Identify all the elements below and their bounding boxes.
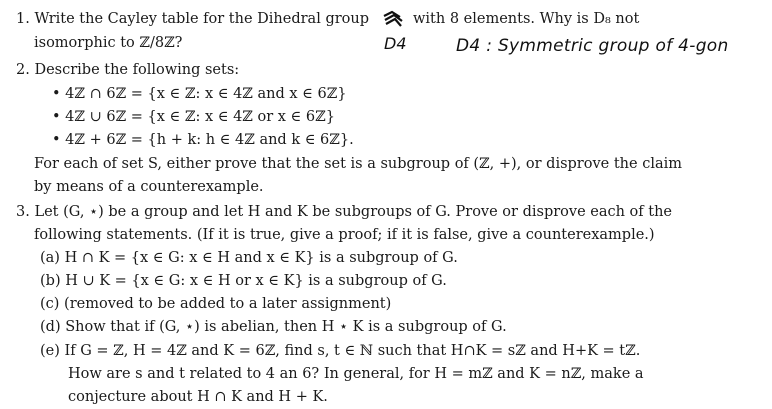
problem-2-line-1: 2. Describe the following sets: bbox=[16, 62, 240, 78]
problem-3-part-e-line-1: (e) If G = ℤ, H = 4ℤ and K = 6ℤ, find s, t ∈ ℕ such that H∩K = sℤ and H+K = tℤ. bbox=[40, 343, 641, 359]
problem-3-line-2: following statements. (If it is true, give a proof; if it is false, give a counterexample.) bbox=[34, 227, 655, 243]
problem-3-part-a: (a) H ∩ K = {x ∈ G: x ∈ H and x ∈ K} is a subgroup of G. bbox=[40, 250, 458, 266]
problem-3-part-e-line-2: How are s and t related to 4 an 6? In general, for H = mℤ and K = nℤ, make a bbox=[68, 366, 644, 382]
problem-3-line-1: 3. Let (G, ⋆) be a group and let H and K be subgroups of G. Prove or disprove each of the bbox=[16, 204, 673, 220]
problem-1-line-2: isomorphic to ℤ/8ℤ? bbox=[34, 35, 183, 51]
problem-2-bullet-2: • 4ℤ ∪ 6ℤ = {x ∈ ℤ: x ∈ 4ℤ or x ∈ 6ℤ} bbox=[52, 109, 335, 125]
problem-3-part-b: (b) H ∪ K = {x ∈ G: x ∈ H or x ∈ K} is a subgroup of G. bbox=[40, 273, 447, 289]
problem-1-line-1b: with 8 elements. Why is D₈ not bbox=[413, 11, 640, 27]
problem-2-bullet-1: • 4ℤ ∩ 6ℤ = {x ∈ ℤ: x ∈ 4ℤ and x ∈ 6ℤ} bbox=[52, 86, 347, 102]
problem-2-text-2: by means of a counterexample. bbox=[34, 179, 264, 195]
handwritten-note: D4 : Symmetric group of 4-gon bbox=[456, 36, 729, 56]
problem-2-bullet-3: • 4ℤ + 6ℤ = {h + k: h ∈ 4ℤ and k ∈ 6ℤ}. bbox=[52, 132, 354, 148]
problem-3-part-c: (c) (removed to be added to a later assignment) bbox=[40, 296, 392, 312]
problem-1-line-1a: 1. Write the Cayley table for the Dihedral group bbox=[16, 11, 370, 27]
problem-3-part-e-line-3: conjecture about H ∩ K and H + K. bbox=[68, 389, 328, 405]
problem-2-text-1: For each of set S, either prove that the set is a subgroup of (ℤ, +), or disprove the claim bbox=[34, 156, 682, 172]
handwritten-d4: D4 bbox=[384, 34, 407, 53]
scribble-mark bbox=[382, 10, 404, 28]
problem-3-part-d: (d) Show that if (G, ⋆) is abelian, then H ⋆ K is a subgroup of G. bbox=[40, 319, 507, 335]
